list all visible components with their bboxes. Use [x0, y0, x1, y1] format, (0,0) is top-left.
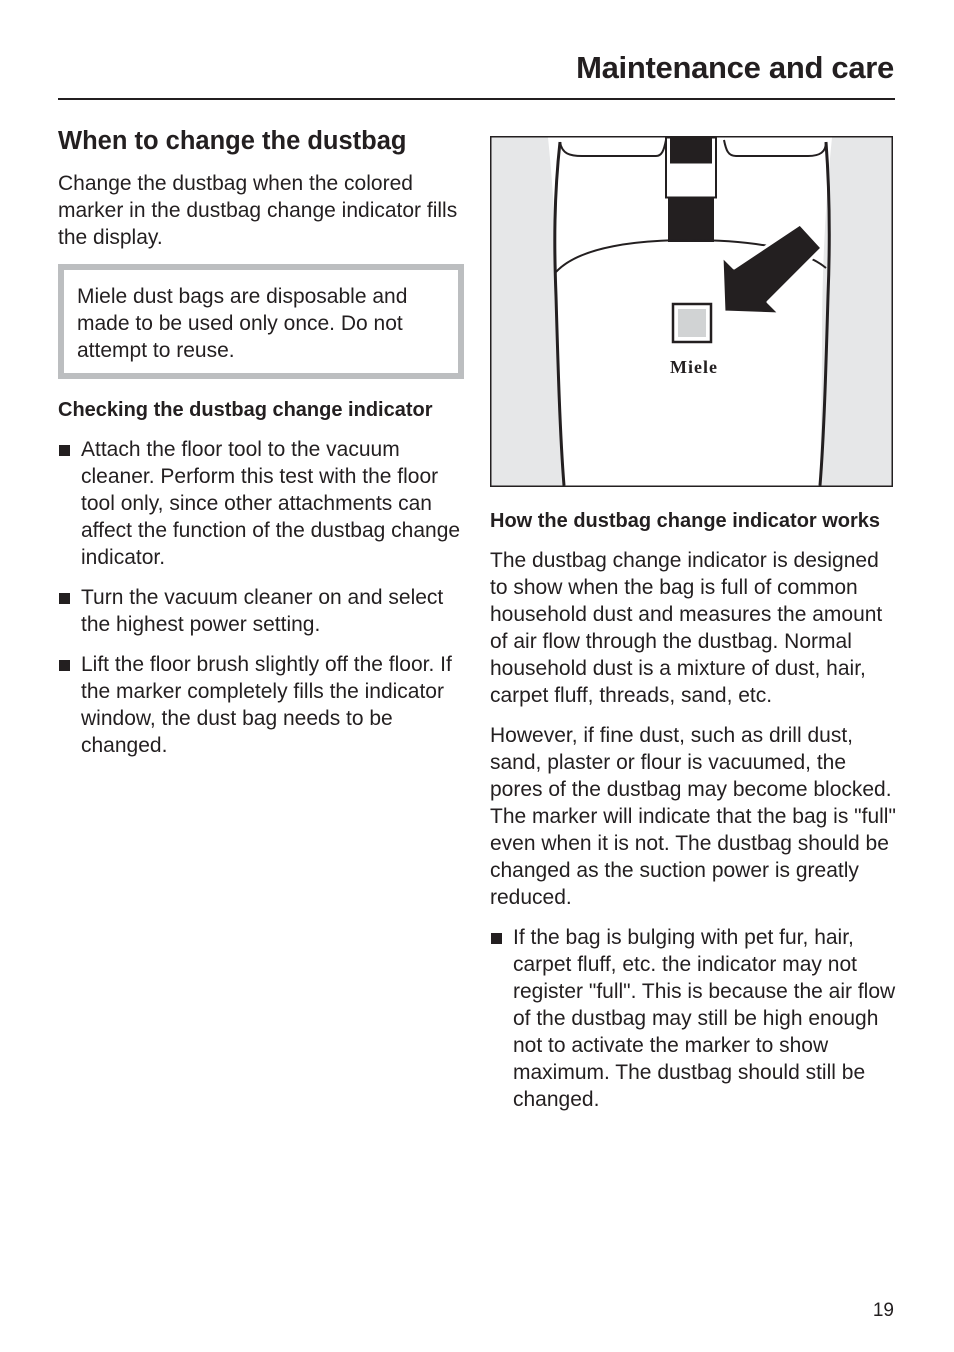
- note-text: Miele dust bags are disposable and made to be used only once. Do not attempt to reuse.: [77, 285, 408, 362]
- section-heading: When to change the dustbag: [58, 127, 407, 155]
- subsection-heading: Checking the dustbag change indicator: [58, 399, 433, 421]
- bullet-square-icon: [59, 593, 70, 604]
- right-column: [490, 136, 896, 1126]
- bullet-square-icon: [59, 445, 70, 456]
- body-paragraph: The dustbag change indicator is designed to show when the bag is full of common household dust and measures the amount of air flow through the dustbag. Normal household dust is a mixture of dust, hair, carpet fluff, threads, sand, etc.: [490, 549, 883, 707]
- list-item: [490, 924, 896, 1113]
- list-item: [58, 584, 466, 638]
- indicator-illustration: [490, 136, 893, 487]
- bullet-list: [58, 436, 466, 759]
- left-column: [58, 124, 466, 772]
- bullet-square-icon: [59, 660, 70, 671]
- subsection-heading: How the dustbag change indicator works: [490, 510, 881, 532]
- list-item-text: Turn the vacuum cleaner on and select the highest power setting.: [81, 586, 444, 636]
- list-item-text: Attach the floor tool to the vacuum cleaner. Perform this test with the floor tool only, since other attachments can affect the function of the dustbag change indicator.: [81, 438, 461, 569]
- miele-logo: Miele: [670, 357, 718, 377]
- body-paragraph: However, if fine dust, such as drill dust, sand, plaster or flour is vacuumed, the pores of the dustbag may become blocked. The marker will indicate that the bag is "full" even when it is not. The dustbag should be changed as the suction power is greatly reduced.: [490, 724, 896, 909]
- section-title: Maintenance and care: [576, 50, 894, 85]
- list-item: [58, 436, 466, 571]
- header-divider: [58, 98, 895, 100]
- list-item: [58, 651, 466, 759]
- bullet-square-icon: [491, 933, 502, 944]
- intro-paragraph: Change the dustbag when the colored marker in the dustbag change indicator fills the display.: [58, 172, 458, 249]
- bullet-list: [490, 924, 896, 1113]
- list-item-text: If the bag is bulging with pet fur, hair, carpet fluff, etc. the indicator may not register "full". This is because the air flow of the dustbag may still be high enough not to activate the marker to show maximum. The dustbag should still be changed.: [513, 926, 896, 1111]
- note-box: [58, 264, 464, 379]
- list-item-text: Lift the floor brush slightly off the floor. If the marker completely fills the indicator window, the dust bag needs to be changed.: [81, 653, 452, 757]
- page-number: 19: [872, 1300, 894, 1321]
